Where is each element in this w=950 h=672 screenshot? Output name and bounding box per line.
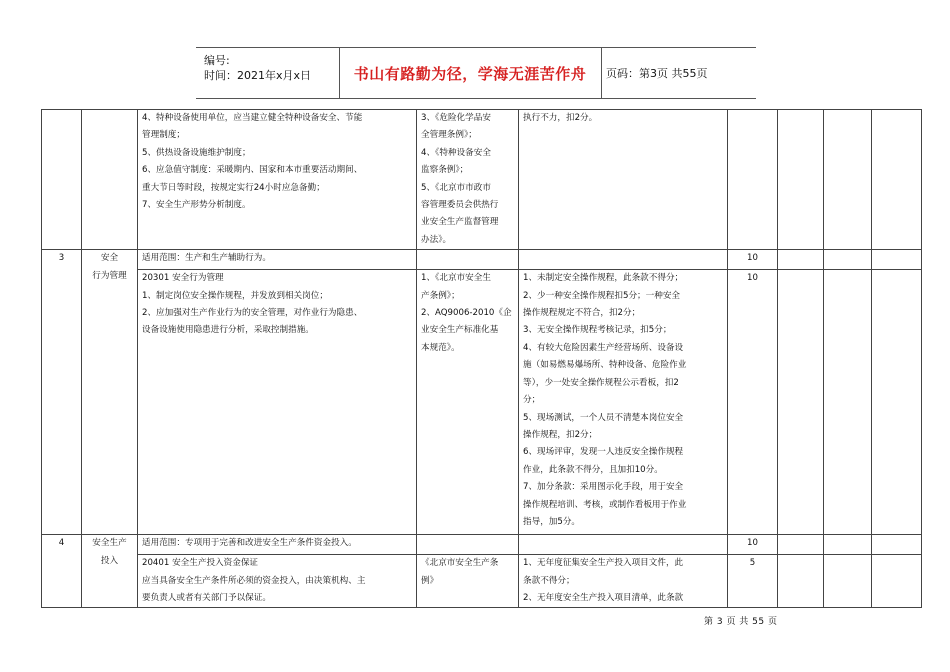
criteria-line: 2、无年度安全生产投入项目清单，此条款 (523, 593, 684, 604)
number-label: 编号: (204, 54, 230, 67)
basis-cell (417, 270, 519, 535)
basis-line: 业安全生产标准化基 (421, 325, 499, 336)
page-footer: 第 3 页 共 55 页 (704, 617, 778, 627)
score-cell: 10 (728, 250, 778, 270)
criteria-line: 操作规程，扣2分； (523, 429, 598, 440)
score-cell (728, 110, 778, 250)
empty-cell (778, 110, 824, 250)
empty-cell (778, 555, 824, 608)
basis-line: 5、《北京市市政市 (421, 182, 491, 193)
table-row (42, 110, 922, 250)
basis-line: 2、AQ9006-2010《企 (421, 308, 512, 319)
row-number-cell: 4 (42, 535, 82, 608)
empty-cell (824, 555, 872, 608)
scope-cell: 适用范围：专项用于完善和改进安全生产条件资金投入。 (138, 535, 417, 555)
table-row (42, 270, 922, 535)
criteria-line: 条款不得分； (523, 575, 575, 586)
score-cell: 5 (728, 555, 778, 608)
content-line: 管理制度； (142, 130, 185, 141)
score-cell: 10 (728, 535, 778, 555)
item-line: 安全生产 (92, 538, 127, 549)
content-line: 7、安全生产形势分析制度。 (142, 200, 251, 211)
page-header (196, 47, 756, 99)
criteria-cell (519, 110, 728, 250)
header-meta (204, 53, 311, 83)
basis-line: 4、《特种设备安全 (421, 147, 491, 158)
criteria-line: 作业，此条款不得分，且加扣10分。 (523, 464, 663, 475)
basis-cell (417, 110, 519, 250)
basis-line: 办法》。 (421, 234, 452, 245)
criteria-line: 执行不力，扣2分。 (523, 113, 598, 123)
criteria-line: 分； (523, 395, 541, 406)
item-cell (82, 535, 138, 608)
criteria-cell (519, 555, 728, 608)
empty-cell (872, 270, 922, 535)
basis-line: 3、《危险化学品安 (421, 113, 491, 123)
criteria-line: 等），少一处安全操作规程公示看板，扣2 (523, 377, 679, 388)
criteria-line: 5、现场测试，一个人员不清楚本岗位安全 (523, 412, 684, 423)
content-cell (138, 555, 417, 608)
basis-cell (417, 555, 519, 608)
content-line: 6、应急值守制度：采暖期内、国家和本市重要活动期间、 (142, 165, 363, 176)
empty-cell (872, 555, 922, 608)
empty-cell (824, 535, 872, 555)
content-line: 20301 安全行为管理 (142, 273, 224, 284)
content-line: 1、制定岗位安全操作规程，并发放到相关岗位； (142, 290, 328, 301)
criteria-line: 施（如易燃易爆场所、特种设备、危险作业 (523, 360, 687, 371)
basis-line: 1、《北京市安全生 (421, 273, 491, 284)
basis-line: 监察条例》； (421, 165, 469, 176)
basis-cell (417, 250, 519, 270)
content-line: 20401 安全生产投入资金保证 (142, 558, 259, 569)
empty-cell (778, 535, 824, 555)
score-cell: 10 (728, 270, 778, 535)
header-divider (601, 48, 602, 98)
basis-line: 业安全生产监督管理 (421, 217, 499, 228)
criteria-line: 操作规程规定不符合，扣2分； (523, 308, 641, 319)
item-cell (82, 250, 138, 535)
empty-cell (824, 270, 872, 535)
criteria-cell (519, 270, 728, 535)
criteria-line: 4、有较大危险因素生产经营场所、设备设 (523, 342, 684, 353)
content-line: 重大节日等时段，按规定实行24小时应急备勤； (142, 182, 325, 193)
content-line: 应当具备安全生产条件所必须的资金投入，由决策机构、主 (142, 575, 366, 586)
content-line: 2、应加强对生产作业行为的安全管理，对作业行为隐患、 (142, 308, 363, 319)
criteria-line: 2、少一种安全操作规程扣5分；一种安全 (523, 290, 681, 301)
criteria-cell (519, 535, 728, 555)
item-line: 安全 (100, 253, 119, 264)
table-row (42, 535, 922, 555)
criteria-line: 1、未制定安全操作规程，此条款不得分； (523, 273, 684, 284)
empty-cell (778, 270, 824, 535)
criteria-line: 7、加分条款：采用图示化手段，用于安全 (523, 482, 684, 493)
scope-cell: 适用范围：生产和生产辅助行为。 (138, 250, 417, 270)
content-line: 5、供热设备设施维护制度； (142, 147, 251, 158)
empty-cell (824, 110, 872, 250)
basis-line: 例》 (421, 575, 439, 586)
criteria-line: 指导，加5分。 (523, 516, 581, 527)
header-motto: 书山有路勤为径，学海无涯苦作舟 (353, 64, 587, 83)
basis-line: 容管理委员会供热行 (421, 200, 499, 211)
criteria-line: 3、无安全操作规程考核记录，扣5分； (523, 325, 672, 336)
row-number-cell: 3 (42, 250, 82, 535)
table-row (42, 250, 922, 270)
item-cell (82, 110, 138, 250)
criteria-line: 1、无年度征集安全生产投入项目文件，此 (523, 558, 684, 569)
content-line: 设备设施使用隐患进行分析，采取控制措施。 (142, 325, 314, 336)
header-page-label: 页码：第3页 共55页 (606, 67, 708, 80)
basis-line: 《北京市安全生产条 (421, 558, 499, 569)
content-cell (138, 270, 417, 535)
content-line: 要负责人或者有关部门予以保证。 (142, 593, 271, 604)
empty-cell (872, 535, 922, 555)
criteria-line: 操作规程培训、考核，或制作看板用于作业 (523, 499, 687, 510)
basis-line: 全管理条例》； (421, 130, 477, 141)
content-line: 4、特种设备使用单位，应当建立健全特种设备安全、节能 (142, 113, 363, 123)
basis-cell (417, 535, 519, 555)
content-cell (138, 110, 417, 250)
criteria-line: 6、现场评审，发现一人违反安全操作规程 (523, 447, 684, 458)
empty-cell (778, 250, 824, 270)
item-line: 行为管理 (92, 270, 127, 281)
standards-table (41, 109, 922, 608)
table-row (42, 555, 922, 608)
time-label: 时间：2021年x月x日 (204, 69, 312, 82)
item-line: 投入 (100, 555, 119, 566)
empty-cell (872, 250, 922, 270)
empty-cell (872, 110, 922, 250)
basis-line: 产条例》； (421, 290, 460, 301)
row-number-cell (42, 110, 82, 250)
basis-line: 本规范》。 (421, 342, 460, 353)
criteria-cell (519, 250, 728, 270)
empty-cell (824, 250, 872, 270)
